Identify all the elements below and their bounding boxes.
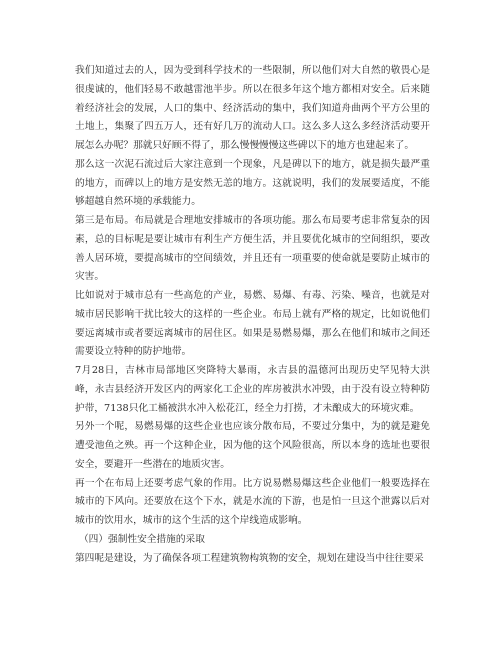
- paragraph-mudslide-observation: 那么这一次泥石流过后大家注意到一个现象，凡是碑以下的地方，就是损失最严重的地方，而碑以上的地方是安然无恙的地方。这就说明，我们的发展要适度，不能够超越自然环境的承载能力。: [75, 158, 430, 208]
- section-heading: （四）强制性安全措施的采取: [79, 533, 205, 545]
- paragraph-construction: 第四呢是建设，为了确保各项工程建筑物构筑物的安全，规划在建设当中往往要采: [75, 552, 424, 564]
- paragraph-history-development: 我们知道过去的人，因为受到科学技术的一些限制，所以他们对大自然的敬畏心是很虔诚的，他们轻易不敢越雷池半步。所以在很多年这个地方都相对安全。后来随着经济社会的发展，人口的集中、经济活动的集中，我们知道舟曲两个平方公里的土地上，集聚了四五万人，还有好几万的流动人口。这么多人这么多经济活动要开展怎么办呢？那就只好顾不得了，那么慢慢慢慢这些碑以下的地方也建起来了。: [75, 65, 430, 151]
- paragraph-dispersed-layout: 另外一个呢，易燃易爆的这些企业也应该分散布局，不要过分集中，为的就是避免遭受池鱼之殃。再一个这种企业，因为他的这个风险很高，所以本身的选址也要很安全，要避开一些潜在的地质灾害。: [75, 421, 430, 470]
- paragraph-weather-factor: 再一个在布局上还要考虑气象的作用。比方说易燃易爆这些企业他们一般要选择在城市的下风向。还要放在这个下水，就是水流的下游，也是怕一旦这个泄露以后对城市的饮用水，城市的这个生活的这个岸线造成影响。: [75, 477, 430, 526]
- document-page: [75, 62, 430, 568]
- paragraph-high-risk-industry: 比如说对于城市总有一些高危的产业，易燃、易爆、有毒、污染、噪音，也就是对城市居民影响干扰比较大的这样的一些企业。布局上就有严格的规定，比如说他们要远离城市或者要远离城市的居住区。如果是易燃易爆，那么在他们和城市之间还需要设立特种的防护地带。: [75, 290, 430, 358]
- paragraph-layout-principle: 第三是布局。布局就是合理地安排城市的各项功能。那么布局要考虑非常复杂的因素，总的目标呢是要让城市有利生产方便生活，并且要优化城市的空间组织，要改善人居环境，要提高城市的空间绩效，并且还有一项重要的使命就是要防止城市的灾害。: [75, 215, 430, 283]
- paragraph-jilin-flood: 7月28日，吉林市局部地区突降特大暴雨，永吉县的温德河出现历史罕见特大洪峰，永吉县经济开发区内的两家化工企业的库房被洪水冲毁，由于没有设立特种防护带，7138只化工桶被洪水冲入松花江，经全力打捞，才未酿成大的环境灾难。: [75, 365, 430, 414]
